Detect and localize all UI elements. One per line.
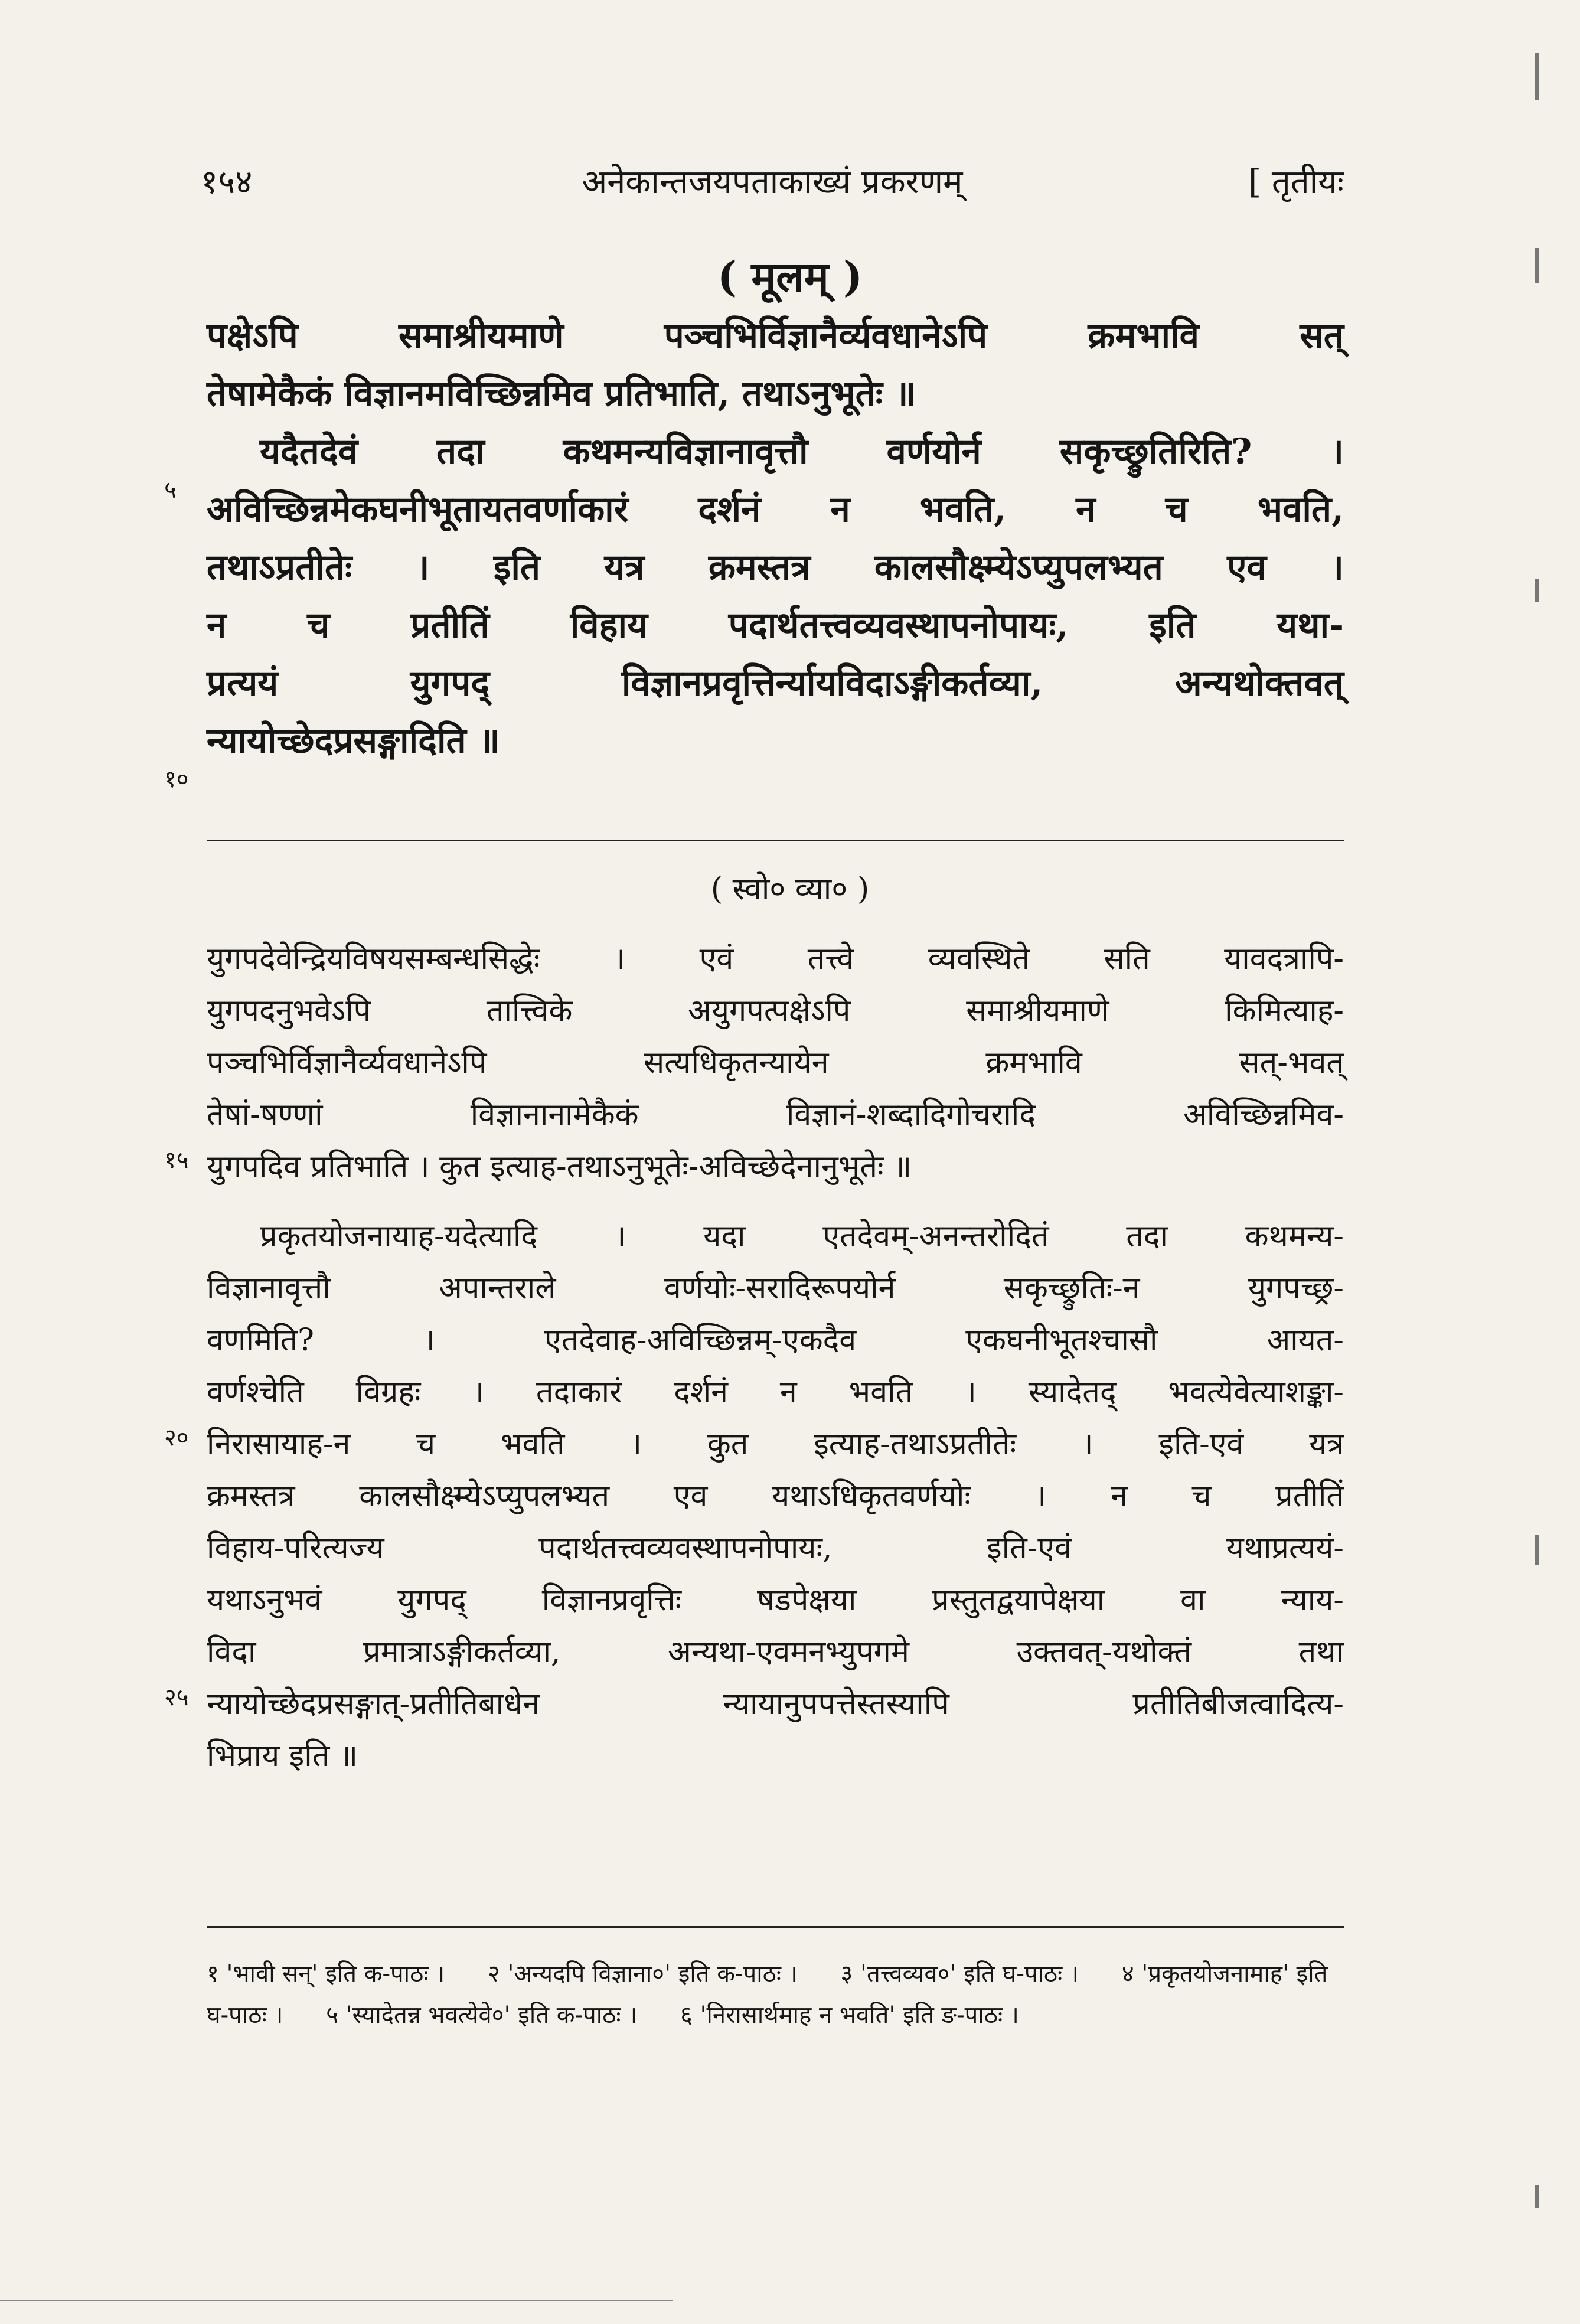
commentary-line: भिप्राय इति ॥ xyxy=(207,1738,358,1774)
mula-text xyxy=(207,307,1344,770)
commentary-line: युगपदनुभवेऽपि तात्त्विके अयुगपत्पक्षेऽपि समाश्रीयमाणे किमित्याह- xyxy=(207,993,1344,1029)
mula-line: यदैतदेवं तदा कथमन्यविज्ञानावृत्तौ वर्णयोर्न सकृच्छ्रुतिरिति? । xyxy=(260,431,1344,472)
line-number-10: १० xyxy=(164,766,189,793)
line-number-5: ५ xyxy=(164,476,177,504)
mula-line: अविच्छिन्नमेकघनीभूतायतवर्णाकारं दर्शनं न भवति, न च भवति, xyxy=(207,489,1344,530)
mula-line: न्यायोच्छेदप्रसङ्गादिति ॥ xyxy=(207,720,500,762)
commentary-line: विदा प्रमात्राऽङ्गीकर्तव्या, अन्यथा-एवमनभ्युपगमे उक्तवत्-यथोक्तं तथा xyxy=(207,1634,1344,1670)
commentary-line: यथाऽनुभवं युगपद् विज्ञानप्रवृत्तिः षडपेक्षया प्रस्तुतद्वयापेक्षया वा न्याय- xyxy=(207,1582,1344,1618)
commentary-line: प्रकृतयोजनायाह-यदेत्यादि । यदा एतदेवम्-अनन्तरोदितं तदा कथमन्य- xyxy=(260,1219,1344,1254)
page-number: १५४ xyxy=(201,163,253,201)
vyakhya-heading: ( स्वो० व्या० ) xyxy=(710,872,870,907)
line-number-20: २० xyxy=(164,1424,189,1451)
commentary-line: विज्ञानावृत्तौ अपान्तराले वर्णयोः-सरादिरूपयोर्न सकृच्छ्रुतिः-न युगपच्छ्र- xyxy=(207,1271,1344,1306)
commentary-line: निरासायाह-न च भवति । कुत इत्याह-तथाऽप्रतीतेः । इति-एवं यत्र xyxy=(207,1427,1344,1462)
section-divider xyxy=(207,840,1344,841)
commentary-line: वर्णश्चेति विग्रहः । तदाकारं दर्शनं न भवति । स्यादेतद् भवत्येवेत्याशङ्का- xyxy=(207,1375,1344,1410)
commentary-line: तेषां-षण्णां विज्ञानानामेकैकं विज्ञानं-शब्दादिगोचरादि अविच्छिन्नमिव- xyxy=(207,1097,1344,1132)
line-number-15: १५ xyxy=(164,1147,189,1174)
commentary-line: युगपदेवेन्द्रियविषयसम्बन्धसिद्धेः । एवं तत्त्वे व्यवस्थिते सति यावदत्रापि- xyxy=(207,941,1344,977)
footnote: ६ 'निरासार्थमाह न भवति' इति ङ-पाठः । xyxy=(680,2002,1019,2029)
commentary-line: क्रमस्तत्र कालसौक्ष्म्येऽप्युपलभ्यत एव यथाऽधिकृतवर्णयोः । न च प्रतीतिं xyxy=(207,1478,1344,1514)
scan-edge-mark xyxy=(1535,2185,1539,2208)
footnotes xyxy=(207,1953,1344,2036)
mula-heading: ( मूलम् ) xyxy=(717,252,863,301)
running-header xyxy=(201,158,1344,205)
commentary-line: पञ्चभिर्विज्ञानैर्व्यवधानेऽपि सत्यधिकृतन्यायेन क्रमभावि सत्-भवत् xyxy=(207,1045,1344,1081)
mula-line: तेषामेकैकं विज्ञानमविच्छिन्नमिव प्रतिभाति, तथाऽनुभूतेः ॥ xyxy=(207,373,916,414)
section-marker: [ तृतीयः xyxy=(1248,163,1344,201)
running-title: अनेकान्तजयपताकाख्यं प्रकरणम् xyxy=(582,163,963,201)
scan-bottom-line xyxy=(0,2300,673,2301)
mula-line: तथाऽप्रतीतेः । इति यत्र क्रमस्तत्र कालसौक्ष्म्येऽप्युपलभ्यत एव । xyxy=(207,547,1344,588)
commentary-text xyxy=(207,933,1344,1782)
footnote: ३ 'तत्त्वव्यव०' इति घ-पाठः । xyxy=(840,1960,1079,1987)
footnote: १ 'भावी सन्' इति क-पाठः । xyxy=(207,1960,445,1987)
footnote-divider xyxy=(207,1926,1344,1928)
footnote: २ 'अन्यदपि विज्ञाना०' इति क-पाठः । xyxy=(488,1960,798,1987)
mula-line: पक्षेऽपि समाश्रीयमाणे पञ्चभिर्विज्ञानैर्व्यवधानेऽपि क्रमभावि सत् xyxy=(207,315,1344,357)
mula-line: प्रत्ययं युगपद् विज्ञानप्रवृत्तिर्न्यायविदाऽङ्गीकर्तव्या, अन्यथोक्तवत् xyxy=(207,662,1344,704)
footnote: ४ 'प्रकृतयोजनामाह' इति घ-पाठः । xyxy=(207,1960,1328,2029)
line-number-25: २५ xyxy=(164,1684,189,1711)
commentary-line: न्यायोच्छेदप्रसङ्गात्-प्रतीतिबाधेन न्यायानुपपत्तेस्तस्यापि प्रतीतिबीजत्वादित्य- xyxy=(207,1686,1344,1722)
commentary-line: वणमिति? । एतदेवाह-अविच्छिन्नम्-एकदैव एकघनीभूतश्चासौ आयत- xyxy=(207,1323,1344,1358)
scan-edge-mark xyxy=(1535,1535,1539,1565)
scan-edge-mark xyxy=(1535,248,1539,283)
footnote: ५ 'स्यादेतन्न भवत्येवे०' इति क-पाठः । xyxy=(326,2002,638,2029)
scan-edge-mark xyxy=(1535,53,1539,100)
scan-edge-mark xyxy=(1535,579,1539,602)
commentary-line: विहाय-परित्यज्य पदार्थतत्त्वव्यवस्थापनोपायः, इति-एवं यथाप्रत्ययं- xyxy=(207,1530,1344,1566)
commentary-line: युगपदिव प्रतिभाति । कुत इत्याह-तथाऽनुभूतेः-अविच्छेदेनानुभूतेः ॥ xyxy=(207,1149,912,1184)
mula-line: न च प्रतीतिं विहाय पदार्थतत्त्वव्यवस्थापनोपायः, इति यथा- xyxy=(207,605,1344,646)
